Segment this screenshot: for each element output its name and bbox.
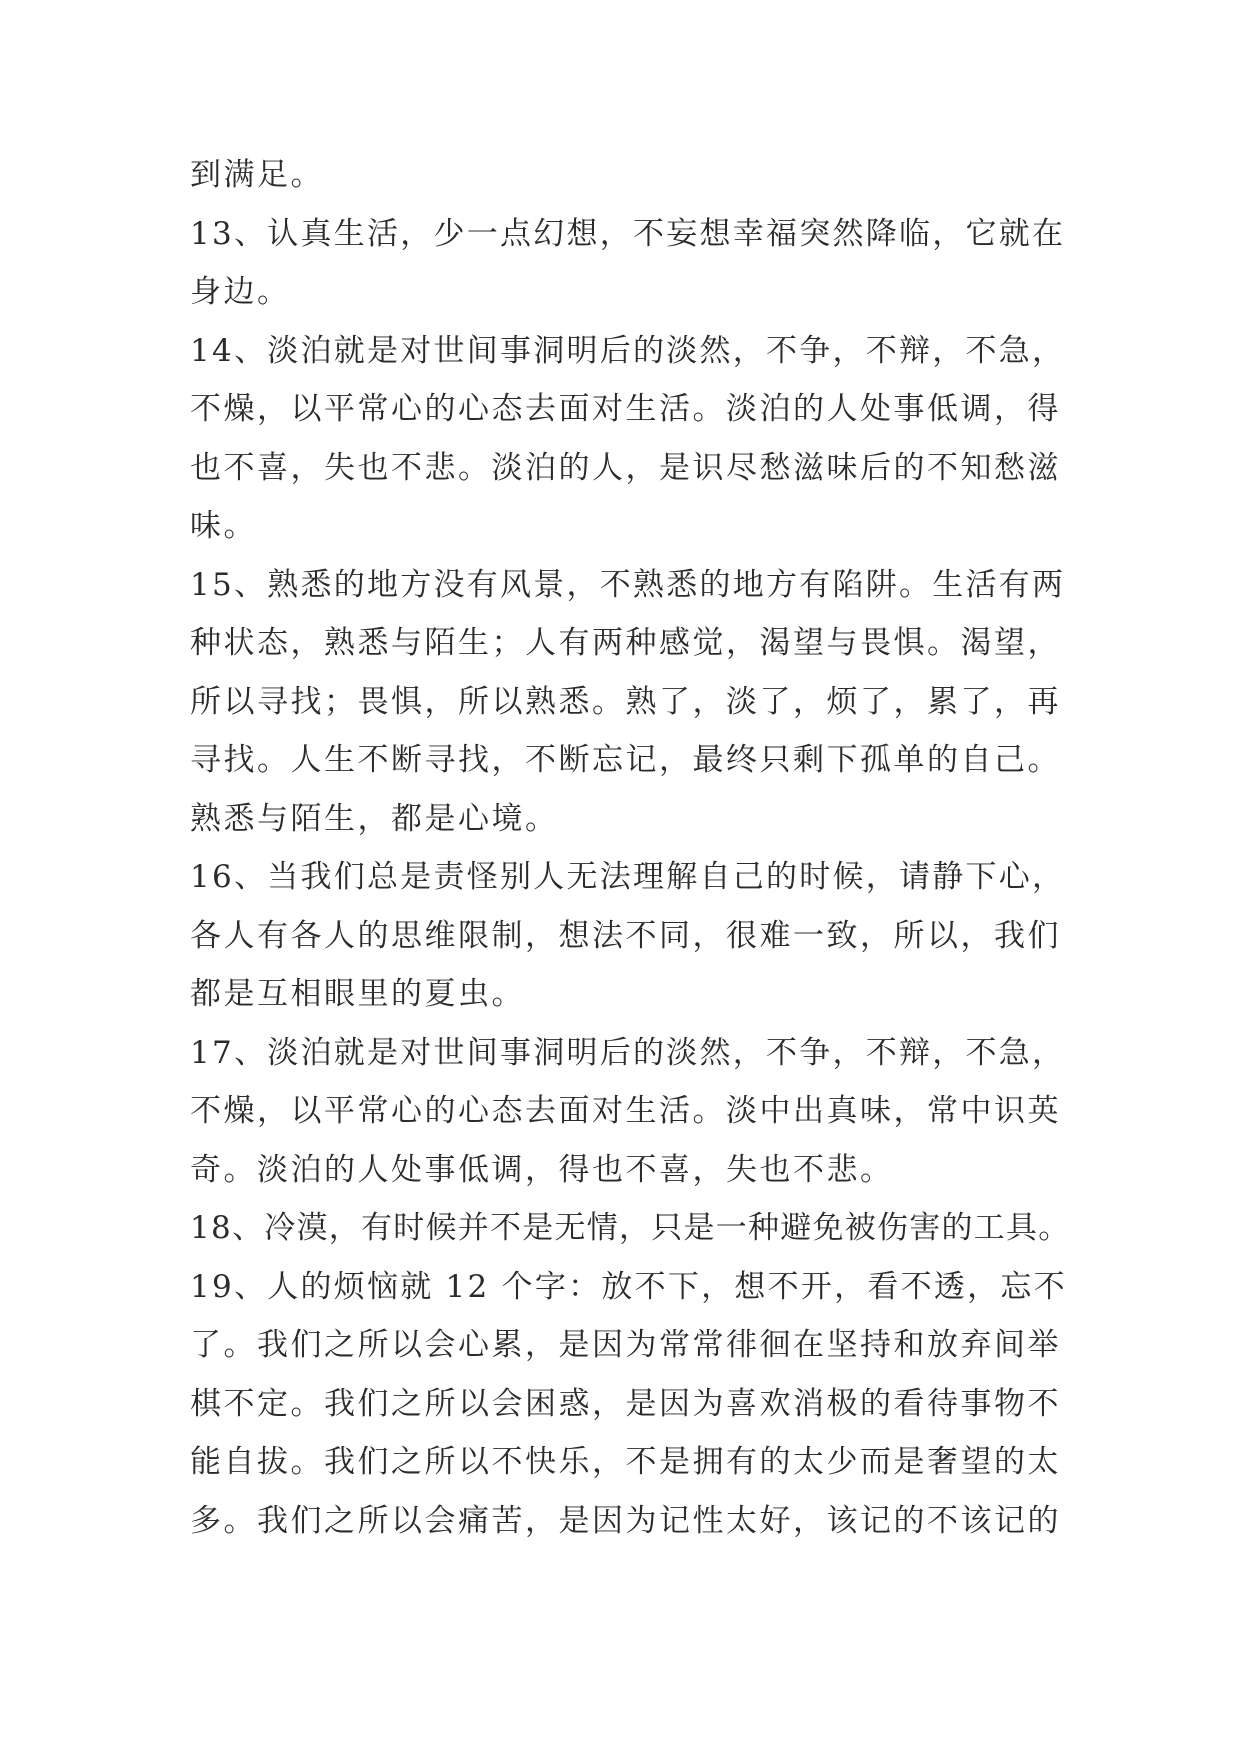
text-line: 14、淡泊就是对世间事洞明后的淡然，不争，不辩，不急，	[190, 332, 1066, 369]
text-line: 15、熟悉的地方没有风景，不熟悉的地方有陷阱。生活有两	[190, 566, 1066, 603]
body-text	[190, 146, 1070, 1550]
text-line: 所以寻找；畏惧，所以熟悉。熟了，淡了，烦了，累了，再	[190, 683, 1061, 720]
text-line: 熟悉与陌生，都是心境。	[190, 800, 559, 837]
text-line: 奇。淡泊的人处事低调，得也不喜，失也不悲。	[190, 1151, 894, 1188]
text-line: 19、人的烦恼就 12 个字：放不下，想不开，看不透，忘不	[190, 1268, 1067, 1305]
text-line: 到满足。	[190, 157, 324, 193]
text-line: 各人有各人的思维限制，想法不同，很难一致，所以，我们	[190, 917, 1061, 954]
text-line: 能自拔。我们之所以不快乐，不是拥有的太少而是奢望的太	[190, 1444, 1061, 1480]
text-line: 16、当我们总是责怪别人无法理解自己的时候，请静下心，	[190, 859, 1066, 895]
text-line: 寻找。人生不断寻找，不断忘记，最终只剩下孤单的自己。	[190, 742, 1061, 778]
text-line: 身边。	[190, 274, 291, 310]
text-line: 种状态，熟悉与陌生；人有两种感觉，渴望与畏惧。渴望，	[190, 625, 1061, 661]
text-line: 多。我们之所以会痛苦，是因为记性太好，该记的不该记的	[190, 1502, 1061, 1539]
text-line: 不燥，以平常心的心态去面对生活。淡中出真味，常中识英	[190, 1093, 1061, 1129]
text-line: 了。我们之所以会心累，是因为常常徘徊在坚持和放弃间举	[190, 1327, 1061, 1363]
text-line: 都是互相眼里的夏虫。	[190, 976, 525, 1012]
text-line: 棋不定。我们之所以会困惑，是因为喜欢消极的看待事物不	[190, 1385, 1061, 1422]
text-line: 不燥，以平常心的心态去面对生活。淡泊的人处事低调，得	[190, 391, 1061, 427]
text-line: 也不喜，失也不悲。淡泊的人，是识尽愁滋味后的不知愁滋	[190, 449, 1061, 486]
text-line: 味。	[190, 508, 257, 544]
text-line: 17、淡泊就是对世间事洞明后的淡然，不争，不辩，不急，	[190, 1034, 1066, 1071]
text-line: 18、冷漠，有时候并不是无情，只是一种避免被伤害的工具。	[190, 1210, 1071, 1246]
text-line: 13、认真生活，少一点幻想，不妄想幸福突然降临，它就在	[190, 215, 1066, 252]
